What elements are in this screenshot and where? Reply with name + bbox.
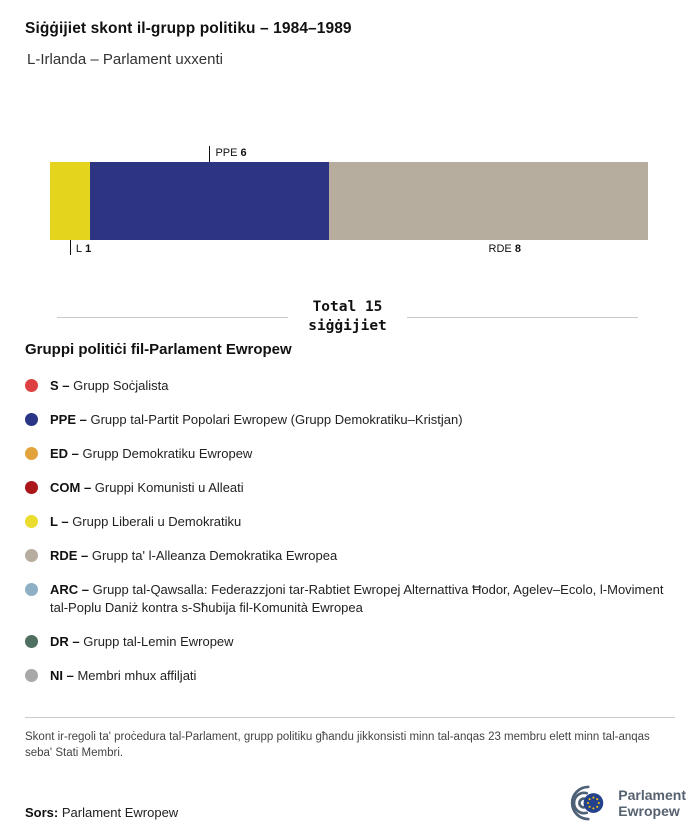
legend-label: DR – Grupp tal-Lemin Ewropew (50, 634, 234, 649)
stacked-bar-chart (50, 140, 648, 268)
page-subtitle: L-Irlanda – Parlament uxxenti (27, 51, 223, 68)
legend-label: COM – Gruppi Komunisti u Alleati (50, 480, 244, 495)
legend-label: RDE – Grupp ta' l-Alleanza Demokratika Ewropea (50, 548, 338, 563)
bar-label-text (215, 147, 246, 162)
source-value: Parlament Ewropew (61, 805, 179, 820)
legend-dot-arc (25, 583, 38, 596)
label-tick (209, 146, 210, 162)
legend-item-rde (25, 547, 677, 565)
segment-value: 6 (240, 147, 247, 159)
divider-line-left (57, 317, 288, 318)
bar-label-text (489, 243, 521, 255)
bar-segment-rde (329, 162, 648, 240)
legend-dot-ni (25, 669, 38, 682)
legend-label: ED – Grupp Demokratiku Ewropew (50, 446, 253, 461)
source-label: Sors: (25, 805, 59, 820)
legend-label: PPE – Grupp tal-Partit Popolari Ewropew (Grupp Demokratiku–Kristjan) (50, 412, 463, 427)
bar-label-rde (489, 240, 521, 255)
legend-item-arc (25, 581, 677, 617)
segment-name: PPE (215, 147, 238, 159)
legend-dot-com (25, 481, 38, 494)
procedural-note: Skont ir-regoli ta' proċedura tal-Parlament, grupp politiku għandu jikkonsisti minn tal-anqas 23 membru elett minn tal-anqas seba' Stati Membri. (25, 717, 675, 761)
legend-item-com (25, 479, 677, 497)
legend-dot-rde (25, 549, 38, 562)
legend-heading: Gruppi politiċi fil-Parlament Ewropew (25, 341, 292, 358)
logo-line-1: Parlament (618, 787, 686, 803)
source-row (25, 782, 686, 824)
european-parliament-logo (554, 782, 686, 824)
legend-dot-s (25, 379, 38, 392)
legend-dot-l (25, 515, 38, 528)
logo-wordmark (618, 787, 686, 819)
bar-label-l (70, 240, 91, 255)
legend-item-dr (25, 633, 677, 651)
segment-name: RDE (488, 243, 512, 255)
legend-label: L – Grupp Liberali u Demokratiku (50, 514, 242, 529)
legend-item-ed (25, 445, 677, 463)
legend (25, 341, 677, 701)
header (25, 20, 675, 68)
total-divider (57, 298, 638, 336)
legend-dot-ed (25, 447, 38, 460)
total-seats-label (308, 298, 387, 336)
seat-bar (50, 162, 648, 240)
legend-item-ppe (25, 411, 677, 429)
legend-dot-dr (25, 635, 38, 648)
legend-item-ni (25, 667, 677, 685)
segment-name: L (75, 243, 83, 255)
segment-value: 1 (85, 243, 92, 255)
legend-label: NI – Membri mhux affiljati (50, 668, 197, 683)
total-line-1: Total 15 (312, 299, 383, 315)
divider-line-right (407, 317, 638, 318)
bar-label-text (76, 243, 91, 255)
logo-line-2: Ewropew (618, 803, 680, 819)
bar-label-ppe (209, 144, 246, 162)
legend-item-s (25, 377, 677, 395)
segment-value: 8 (514, 243, 521, 255)
bar-segment-l (50, 162, 90, 240)
hemicycle-flag-icon (554, 782, 610, 824)
label-tick (70, 240, 71, 255)
total-line-2: siġġijiet (308, 318, 387, 334)
legend-label: S – Grupp Soċjalista (50, 378, 169, 393)
legend-dot-ppe (25, 413, 38, 426)
legend-label: ARC – Grupp tal-Qawsalla: Federazzjoni tar-Rabtiet Ewropej Alternattiva Ħodor, Agelev–Ecolo, l-Moviment tal-Poplu Daniż kontra s-Sħubija fil-Komunità Ewropea (50, 582, 664, 615)
source-text (25, 805, 178, 824)
legend-item-l (25, 513, 677, 531)
bar-segment-ppe (90, 162, 329, 240)
page-title: Siġġijiet skont il-grupp politiku – 1984–1989 (25, 20, 352, 37)
